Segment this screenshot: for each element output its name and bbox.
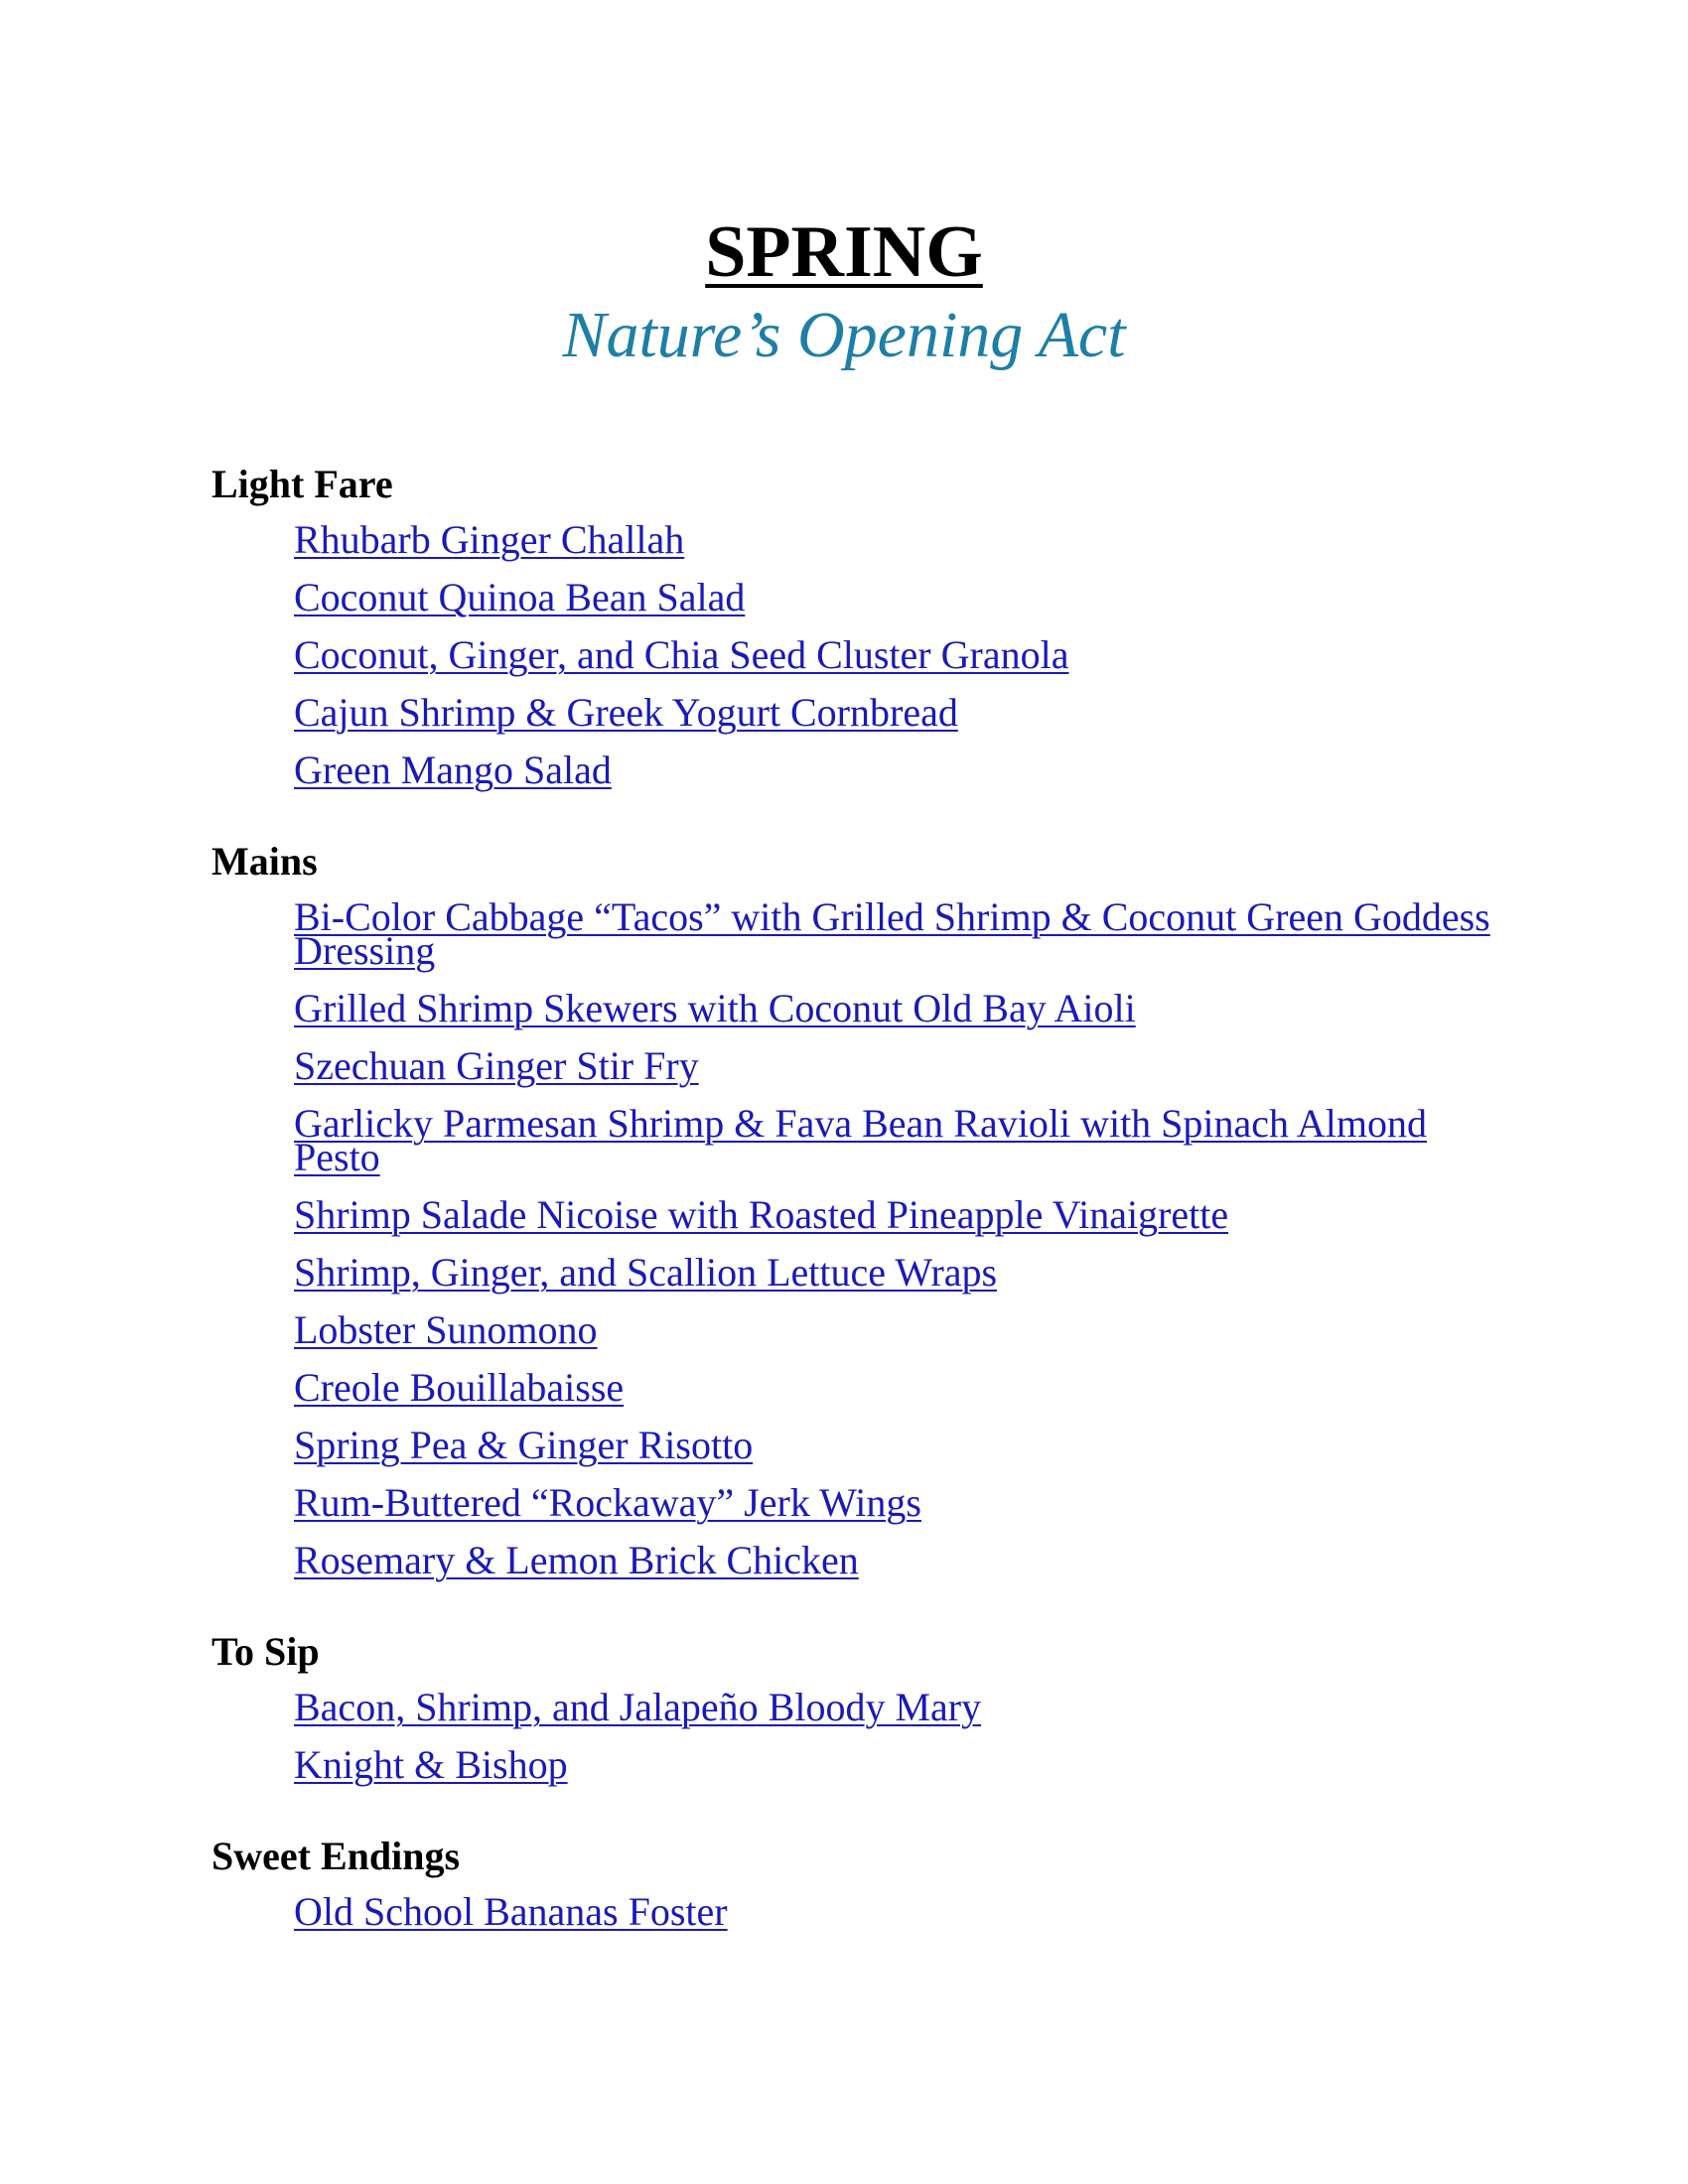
recipe-link[interactable]: Creole Bouillabaisse <box>294 1365 625 1410</box>
section-heading: Mains <box>211 839 318 884</box>
recipe-list <box>211 891 1502 1592</box>
list-item <box>294 514 1502 572</box>
list-item <box>294 1040 1502 1098</box>
recipe-link[interactable]: Rhubarb Ginger Challah <box>294 517 685 562</box>
recipe-link[interactable]: Green Mango Salad <box>294 748 612 792</box>
page-subtitle: Nature’s Opening Act <box>562 299 1126 371</box>
section-sweet-endings <box>211 1831 1502 1944</box>
recipe-link[interactable]: Knight & Bishop <box>294 1742 568 1787</box>
section-to-sip <box>211 1626 1502 1797</box>
recipe-list <box>211 1682 1502 1797</box>
page-title: SPRING <box>705 211 983 293</box>
recipe-link[interactable]: Shrimp Salade Nicoise with Roasted Pineapple Vinaigrette <box>294 1192 1229 1237</box>
recipe-link[interactable]: Lobster Sunomono <box>294 1307 598 1352</box>
list-item <box>294 1189 1502 1247</box>
recipe-list <box>211 1886 1502 1944</box>
list-item <box>294 1247 1502 1304</box>
section-heading: To Sip <box>211 1629 320 1674</box>
list-item <box>294 1682 1502 1739</box>
recipe-link[interactable]: Coconut, Ginger, and Chia Seed Cluster Granola <box>294 632 1069 677</box>
list-item <box>294 1886 1502 1944</box>
list-item <box>294 1420 1502 1477</box>
recipe-index <box>211 459 1502 1944</box>
list-item <box>294 687 1502 745</box>
recipe-link[interactable]: Spring Pea & Ginger Risotto <box>294 1423 754 1467</box>
list-item <box>294 983 1502 1040</box>
section-heading: Sweet Endings <box>211 1834 461 1878</box>
list-item <box>294 745 1502 802</box>
recipe-link[interactable]: Coconut Quinoa Bean Salad <box>294 575 746 619</box>
recipe-link[interactable]: Bi-Color Cabbage “Tacos” with Grilled Shrimp & Coconut Green Goddess Dressing <box>294 894 1490 973</box>
list-item <box>294 629 1502 687</box>
recipe-link[interactable]: Old School Bananas Foster <box>294 1889 728 1934</box>
section-heading: Light Fare <box>211 462 393 506</box>
list-item <box>294 1739 1502 1797</box>
list-item <box>294 572 1502 629</box>
section-mains <box>211 836 1502 1592</box>
list-item <box>294 1098 1502 1189</box>
recipe-link[interactable]: Garlicky Parmesan Shrimp & Fava Bean Ravioli with Spinach Almond Pesto <box>294 1101 1427 1179</box>
recipe-link[interactable]: Cajun Shrimp & Greek Yogurt Cornbread <box>294 690 958 735</box>
recipe-link[interactable]: Rum-Buttered “Rockaway” Jerk Wings <box>294 1480 921 1525</box>
list-item <box>294 1304 1502 1362</box>
recipe-list <box>211 514 1502 802</box>
section-light-fare <box>211 459 1502 802</box>
list-item <box>294 1535 1502 1592</box>
list-item <box>294 1362 1502 1420</box>
recipe-link[interactable]: Szechuan Ginger Stir Fry <box>294 1043 699 1088</box>
recipe-link[interactable]: Shrimp, Ginger, and Scallion Lettuce Wraps <box>294 1250 998 1295</box>
list-item <box>294 891 1502 983</box>
list-item <box>294 1477 1502 1535</box>
recipe-link[interactable]: Rosemary & Lemon Brick Chicken <box>294 1538 859 1582</box>
recipe-link[interactable]: Grilled Shrimp Skewers with Coconut Old Bay Aioli <box>294 986 1136 1030</box>
recipe-link[interactable]: Bacon, Shrimp, and Jalapeño Bloody Mary <box>294 1685 982 1729</box>
